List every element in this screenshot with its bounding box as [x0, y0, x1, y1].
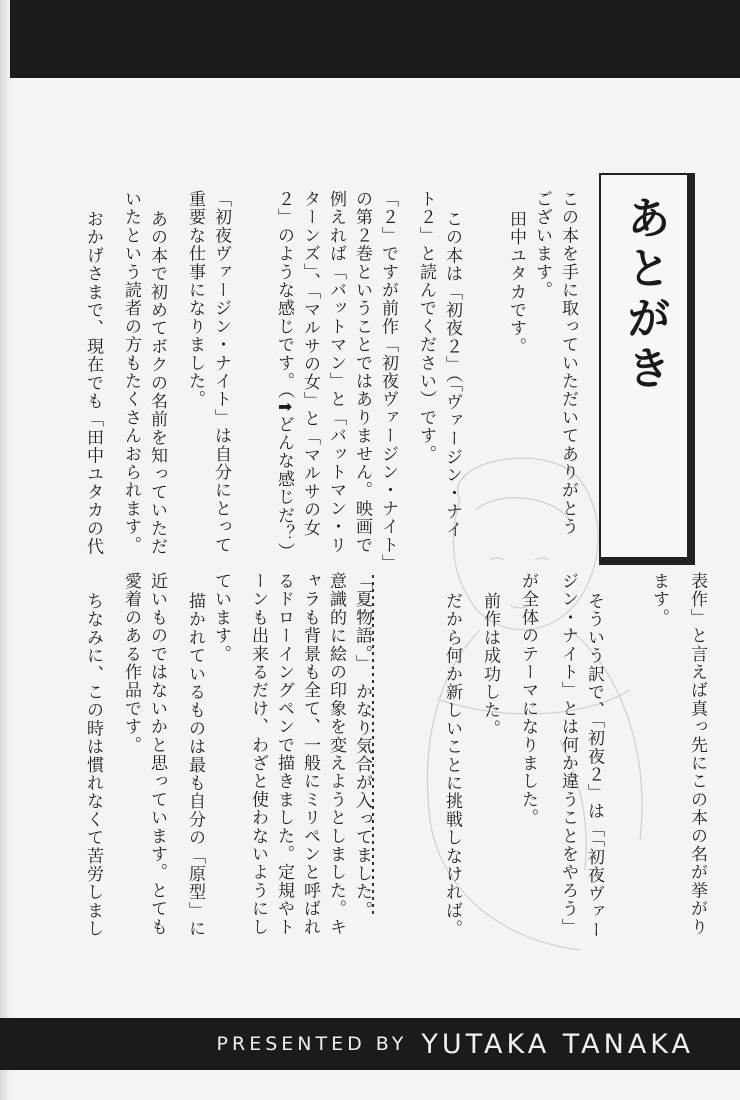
text-column: だから何か新しいことに挑戦しなければ。: [442, 592, 462, 938]
author-name: YUTAKA TANAKA: [421, 1028, 694, 1060]
text-column: いたという読者の方もたくさんおられます。: [121, 190, 141, 554]
text-column: ちなみに、この時は慣れなくて苦労しまし: [83, 592, 103, 938]
footer-credit: [217, 1022, 694, 1066]
text-column: 重要な仕事になりました。: [185, 190, 205, 409]
text-column: ています。: [211, 572, 231, 663]
text-column: この本を手に取っていただいてありがとう: [558, 190, 578, 536]
top-black-bar: [10, 0, 740, 78]
text-column: ます。: [649, 572, 669, 627]
text-column: 愛着のある作品です。: [121, 572, 141, 754]
text-column: 前作は成功した。: [480, 592, 500, 738]
text-column: この本は「初夜２」（「ヴァージン・ナイ: [442, 210, 462, 539]
text-column: そういう訳で、「初夜２」は「「初夜ヴァー: [584, 592, 604, 939]
text-column: るドローイングペンで描きました。定規やト: [274, 572, 294, 936]
text-column: 「夏物語。」 かなり気合が入ってました。: [352, 572, 372, 919]
dotted-divider: [372, 575, 374, 915]
text-column: 「２」ですが前作「初夜ヴァージン・ナイト」: [378, 190, 398, 573]
text-column: 意識的に絵の印象を変えようとしました。キ: [326, 572, 346, 936]
page-title: あとがき: [619, 195, 670, 395]
text-column: が全体のテーマになりました。: [518, 572, 538, 827]
text-column: 「初夜ヴァージン・ナイト」は自分にとって: [211, 190, 231, 554]
text-column: 例えれば「バットマン」と「バットマン・リ: [326, 190, 346, 554]
presented-by-label: PRESENTED BY: [216, 1033, 408, 1055]
title-box: [599, 173, 695, 565]
text-column: ２」のような感じです。（⬆どんな感じだ？）: [274, 190, 294, 561]
text-column: ございます。: [532, 190, 552, 300]
text-column: 近いものではないかと思っています。とても: [147, 572, 167, 936]
text-column: ーンも出来るだけ、わざと使わないようにし: [248, 572, 268, 936]
text-column: ターンズ」、「マルサの女」と「マルサの女: [300, 190, 320, 537]
text-column: ャラも背景も全て、一般にミリペンと呼ばれ: [300, 572, 320, 936]
text-column: の第２巻ということではありません。映画で: [352, 190, 372, 554]
text-column: おかげさまで、現在でも「田中ユタカの代: [83, 210, 103, 556]
text-column: あの本で初めてボクの名前を知っていただ: [147, 210, 167, 556]
text-column: ト２」と読んでください）です。: [416, 190, 436, 463]
text-column: ジン・ナイト」とは何か違うことをやろう」: [558, 572, 578, 936]
text-column: 田中ユタカです。: [506, 210, 526, 356]
text-column: 表作」と言えば真っ先にこの本の名が挙がり: [687, 572, 707, 936]
page-gutter: [0, 0, 10, 1100]
text-column: 描かれているものは最も自分の「原型」に: [185, 592, 205, 938]
